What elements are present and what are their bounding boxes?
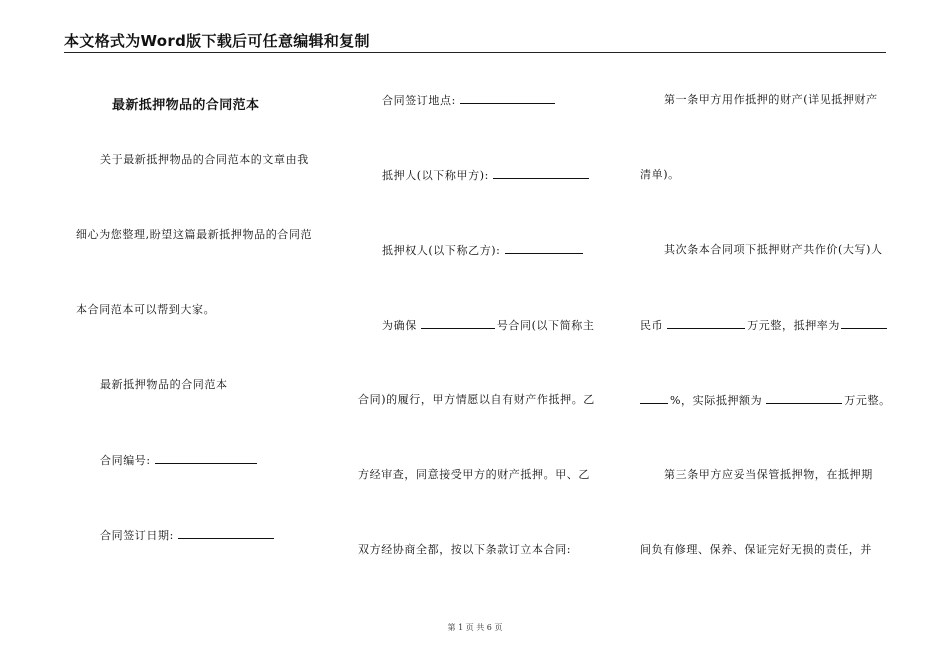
col3-line-5 [640, 392, 891, 409]
actual-amount-blank [766, 392, 842, 404]
col3-line-3: 其次条本合同项下抵押财产共作价(大写)人 [664, 243, 883, 256]
col2-line-4 [382, 317, 595, 334]
col3-line-5a: %，实际抵押额为 [670, 394, 763, 407]
mortgagor-line [382, 167, 589, 184]
mortgagor-label: 抵押人(以下称甲方): [382, 169, 489, 182]
col2-line-4b: 号合同(以下简称主 [496, 319, 595, 332]
header-text: 本文格式为Word版下载后可任意编辑和复制 [64, 32, 370, 50]
col1-line-2: 细心为您整理,盼望这篇最新抵押物品的合同范 [76, 228, 313, 241]
document-title: 最新抵押物品的合同范本 [112, 98, 260, 113]
col3-line-4 [640, 317, 887, 334]
contract-number-line [100, 452, 257, 469]
contract-place-blank [460, 92, 555, 104]
rate-blank [841, 317, 887, 329]
mortgagee-blank [505, 242, 583, 254]
col1-line-4: 最新抵押物品的合同范本 [100, 378, 228, 391]
mortgagor-blank [493, 167, 589, 179]
page-header [64, 30, 886, 53]
col2-line-7: 双方经协商全都，按以下条款订立本合同: [358, 543, 572, 556]
main-contract-number-blank [421, 317, 495, 329]
col3-line-4b: 万元整，抵押率为 [747, 319, 841, 332]
mortgagee-line [382, 242, 583, 259]
col3-line-5b: 万元整。 [844, 394, 891, 407]
page-number: 第 1 页 共 6 页 [447, 623, 503, 632]
col2-line-4a: 为确保 [382, 319, 417, 332]
rate-percent-blank [640, 392, 668, 404]
contract-date-label: 合同签订日期: [100, 529, 174, 542]
contract-number-blank [155, 452, 257, 464]
contract-date-line [100, 527, 274, 544]
col2-line-6: 方经审查，同意接受甲方的财产抵押。甲、乙 [358, 468, 590, 481]
mortgagee-label: 抵押权人(以下称乙方): [382, 244, 501, 257]
col1-line-3: 本合同范本可以帮到大家。 [76, 303, 216, 316]
col3-line-2: 清单)。 [640, 168, 680, 181]
col1-line-1: 关于最新抵押物品的合同范本的文章由我 [100, 153, 309, 166]
col3-line-1: 第一条甲方用作抵押的财产(详见抵押财产 [664, 93, 878, 106]
contract-number-label: 合同编号: [100, 454, 151, 467]
col3-line-4a: 民币 [640, 319, 664, 332]
contract-place-label: 合同签订地点: [382, 94, 456, 107]
contract-place-line [382, 92, 555, 109]
amount-blank [667, 317, 745, 329]
col3-line-7: 间负有修理、保养、保证完好无损的责任，并 [640, 543, 872, 556]
col3-line-6: 第三条甲方应妥当保管抵押物，在抵押期 [664, 468, 873, 481]
col2-line-5: 合同)的履行，甲方情愿以自有财产作抵押。乙 [358, 393, 595, 406]
contract-date-blank [178, 527, 274, 539]
